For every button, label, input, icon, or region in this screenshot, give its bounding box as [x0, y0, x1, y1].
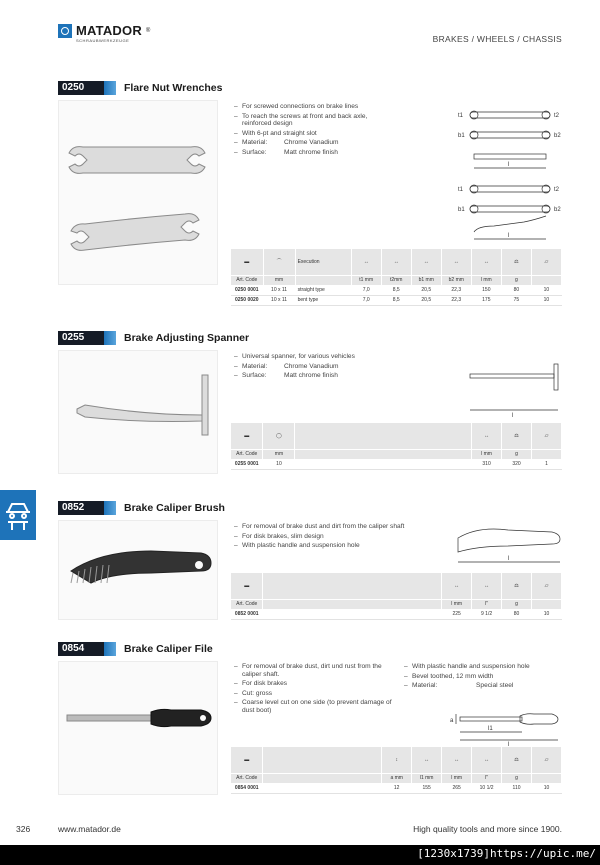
- feature-item: – Surface: Matt chrome finish: [234, 149, 394, 157]
- feature-item: – Surface: Matt chrome finish: [234, 372, 394, 380]
- weight-scale-icon: ⚖: [514, 582, 519, 589]
- dim-label: l: [512, 413, 514, 419]
- package-box-icon: ▱: [544, 258, 549, 265]
- section-header-0255: [58, 331, 249, 345]
- col-header: Art. Code: [231, 599, 263, 609]
- feature-list-0250: [234, 103, 394, 159]
- spec-table-0250: [231, 249, 562, 306]
- spec-table-0852: [231, 573, 562, 620]
- section-title: Brake Adjusting Spanner: [124, 332, 250, 344]
- feature-item: – Bevel toothed, 12 mm width: [404, 673, 564, 681]
- col-header: a mm: [382, 773, 412, 783]
- col-header: [295, 275, 351, 285]
- width-icon: ↔: [423, 258, 429, 265]
- section-header-0854: [58, 642, 213, 656]
- dim-label: t1: [458, 187, 464, 193]
- dimension-drawing-0852: [454, 524, 564, 568]
- product-code-icon: ▬: [244, 432, 250, 439]
- col-header: [532, 449, 562, 459]
- registered-icon: ®: [145, 28, 151, 34]
- weight-scale-icon: ⚖: [514, 258, 519, 265]
- feature-list-0854: [234, 663, 392, 717]
- section-header-0852: [58, 501, 225, 515]
- width-icon: ↔: [453, 258, 459, 265]
- dim-label: b2: [554, 207, 561, 213]
- feature-item: – Universal spanner, for various vehicles: [234, 353, 394, 361]
- thickness-icon: ↔: [393, 258, 399, 265]
- blade-length-icon: ↔: [424, 756, 430, 763]
- length-icon: ↔: [454, 756, 460, 763]
- feature-list-0852: [234, 523, 444, 552]
- col-header: [532, 599, 562, 609]
- feature-item: – For screwed connections on brake lines: [234, 103, 394, 111]
- feature-item: – With plastic handle and suspension hole: [234, 542, 444, 550]
- feature-item: – For disk brakes: [234, 680, 392, 688]
- col-header: mm: [263, 449, 295, 459]
- table-row: 0250 0001 10 x 11 straight type 7,0 8,5 20,5 22,3 150 80 10: [231, 285, 562, 295]
- t-spanner-illustration: [59, 351, 219, 475]
- feature-item: – Material: Chrome Vanadium: [234, 363, 394, 371]
- section-code: 0255: [58, 331, 104, 345]
- page-number: 326: [16, 824, 31, 834]
- col-header: l mm: [471, 275, 501, 285]
- col-header: mm: [263, 275, 295, 285]
- col-header: b2 mm: [441, 275, 471, 285]
- height-icon: ↕: [395, 756, 398, 763]
- logo-mark-icon: [58, 24, 72, 38]
- feature-item: – Material: Chrome Vanadium: [234, 139, 394, 147]
- section-header-0250: [58, 81, 222, 95]
- feature-list-0854-right: [404, 663, 564, 692]
- col-header: g: [501, 275, 531, 285]
- length-icon: ↔: [484, 432, 490, 439]
- product-image-brake-caliper-file: [58, 661, 218, 795]
- col-header: Art. Code: [231, 275, 263, 285]
- col-header: [531, 275, 561, 285]
- col-header: g: [502, 773, 532, 783]
- dim-label: t2: [554, 187, 560, 193]
- section-code: 0854: [58, 642, 104, 656]
- feature-item: – With 6-pt and straight slot: [234, 130, 394, 138]
- dimension-drawing-0854: [450, 708, 564, 746]
- category-side-tab: [0, 490, 36, 540]
- col-header: [532, 773, 562, 783]
- flare-nut-wrench-illustration: [59, 101, 219, 286]
- dim-label: b1: [458, 133, 465, 139]
- socket-size-icon: ◯: [276, 432, 282, 439]
- wrench-size-icon: ⌒: [276, 259, 282, 266]
- col-header: l": [472, 599, 502, 609]
- feature-item: – To reach the screws at front and back axle, reinforced design: [234, 113, 394, 128]
- table-row: 0250 0020 10 x 11 bent type 7,0 8,5 20,5 22,3 175 75 10: [231, 295, 562, 305]
- weight-scale-icon: ⚖: [514, 432, 519, 439]
- product-image-brake-caliper-brush: [58, 520, 218, 620]
- col-header: g: [502, 599, 532, 609]
- length-icon: ↔: [454, 582, 460, 589]
- length-inch-icon: ↔: [484, 582, 490, 589]
- category-title: BRAKES / WHEELS / CHASSIS: [432, 34, 562, 44]
- col-header: l": [472, 773, 502, 783]
- col-header: l mm: [442, 599, 472, 609]
- length-inch-icon: ↔: [484, 756, 490, 763]
- dim-label: l: [508, 233, 510, 239]
- spec-table-0255: [231, 423, 562, 470]
- col-header: t1 mm: [351, 275, 381, 285]
- table-row: 0852 0001 225 9 1/2 80 10: [231, 609, 562, 619]
- dimension-drawing-0250: [456, 106, 566, 246]
- brand-name: MATADOR: [76, 23, 142, 38]
- dimension-drawing-0255: [464, 360, 566, 420]
- caliper-file-illustration: [59, 662, 219, 796]
- length-icon: ↔: [483, 258, 489, 265]
- brand-subtitle: SCHRAUBWERKZEUGE: [76, 38, 130, 43]
- col-header: l mm: [472, 449, 502, 459]
- feature-item: – For removal of brake dust and dirt from the caliper shaft: [234, 523, 444, 531]
- feature-item: – Coarse level cut on one side (to prevent damage of dust boot): [234, 699, 392, 714]
- table-row: 0854 0001 12 155 265 10 1/2 110 10: [231, 783, 562, 793]
- feature-item: – With plastic handle and suspension hole: [404, 663, 564, 671]
- product-code-icon: ▬: [244, 258, 250, 265]
- package-box-icon: ▱: [544, 582, 549, 589]
- col-header: l1 mm: [412, 773, 442, 783]
- product-image-flare-nut-wrenches: [58, 100, 218, 285]
- col-header: g: [502, 449, 532, 459]
- product-code-icon: ▬: [244, 756, 250, 763]
- execution-label: Execution: [295, 249, 351, 275]
- section-title: Brake Caliper File: [124, 643, 213, 655]
- col-header: Art. Code: [231, 773, 263, 783]
- dim-label: t2: [554, 113, 560, 119]
- watermark-text: [1230x1739]https://upic.me/: [417, 847, 596, 860]
- feature-item: – For removal of brake dust, dirt und rust from the caliper shaft.: [234, 663, 392, 678]
- package-box-icon: ▱: [544, 756, 549, 763]
- weight-scale-icon: ⚖: [514, 756, 519, 763]
- section-title: Flare Nut Wrenches: [124, 82, 223, 94]
- product-image-brake-adjusting-spanner: [58, 350, 218, 474]
- dim-label: b1: [458, 207, 465, 213]
- caliper-brush-illustration: [59, 521, 219, 621]
- section-title: Brake Caliper Brush: [124, 502, 225, 514]
- col-header: t2mm: [381, 275, 411, 285]
- package-box-icon: ▱: [544, 432, 549, 439]
- car-lift-icon: [0, 490, 36, 540]
- dim-label: l: [508, 162, 510, 168]
- product-code-icon: ▬: [244, 582, 250, 589]
- dim-label: t1: [458, 113, 464, 119]
- website-link[interactable]: www.matador.de: [58, 824, 121, 834]
- feature-item: – Cut: gross: [234, 690, 392, 698]
- dim-label: l: [508, 742, 510, 746]
- feature-item: – For disk brakes, slim design: [234, 533, 444, 541]
- thickness-icon: ↔: [363, 258, 369, 265]
- footer-slogan: High quality tools and more since 1900.: [413, 824, 562, 834]
- table-row: 0255 0001 10 310 320 1: [231, 459, 562, 469]
- dim-label: l1: [488, 726, 493, 732]
- col-header: l mm: [442, 773, 472, 783]
- spec-table-0854: [231, 747, 562, 794]
- col-header: b1 mm: [411, 275, 441, 285]
- col-header: Art. Code: [231, 449, 263, 459]
- feature-list-0255: [234, 353, 394, 382]
- dim-label: b2: [554, 133, 561, 139]
- dim-label: l: [508, 556, 510, 562]
- section-code: 0852: [58, 501, 104, 515]
- feature-item: – Material: Special steel: [404, 682, 564, 690]
- section-code: 0250: [58, 81, 104, 95]
- brand-logo: [58, 23, 151, 43]
- dim-label: a: [450, 718, 454, 724]
